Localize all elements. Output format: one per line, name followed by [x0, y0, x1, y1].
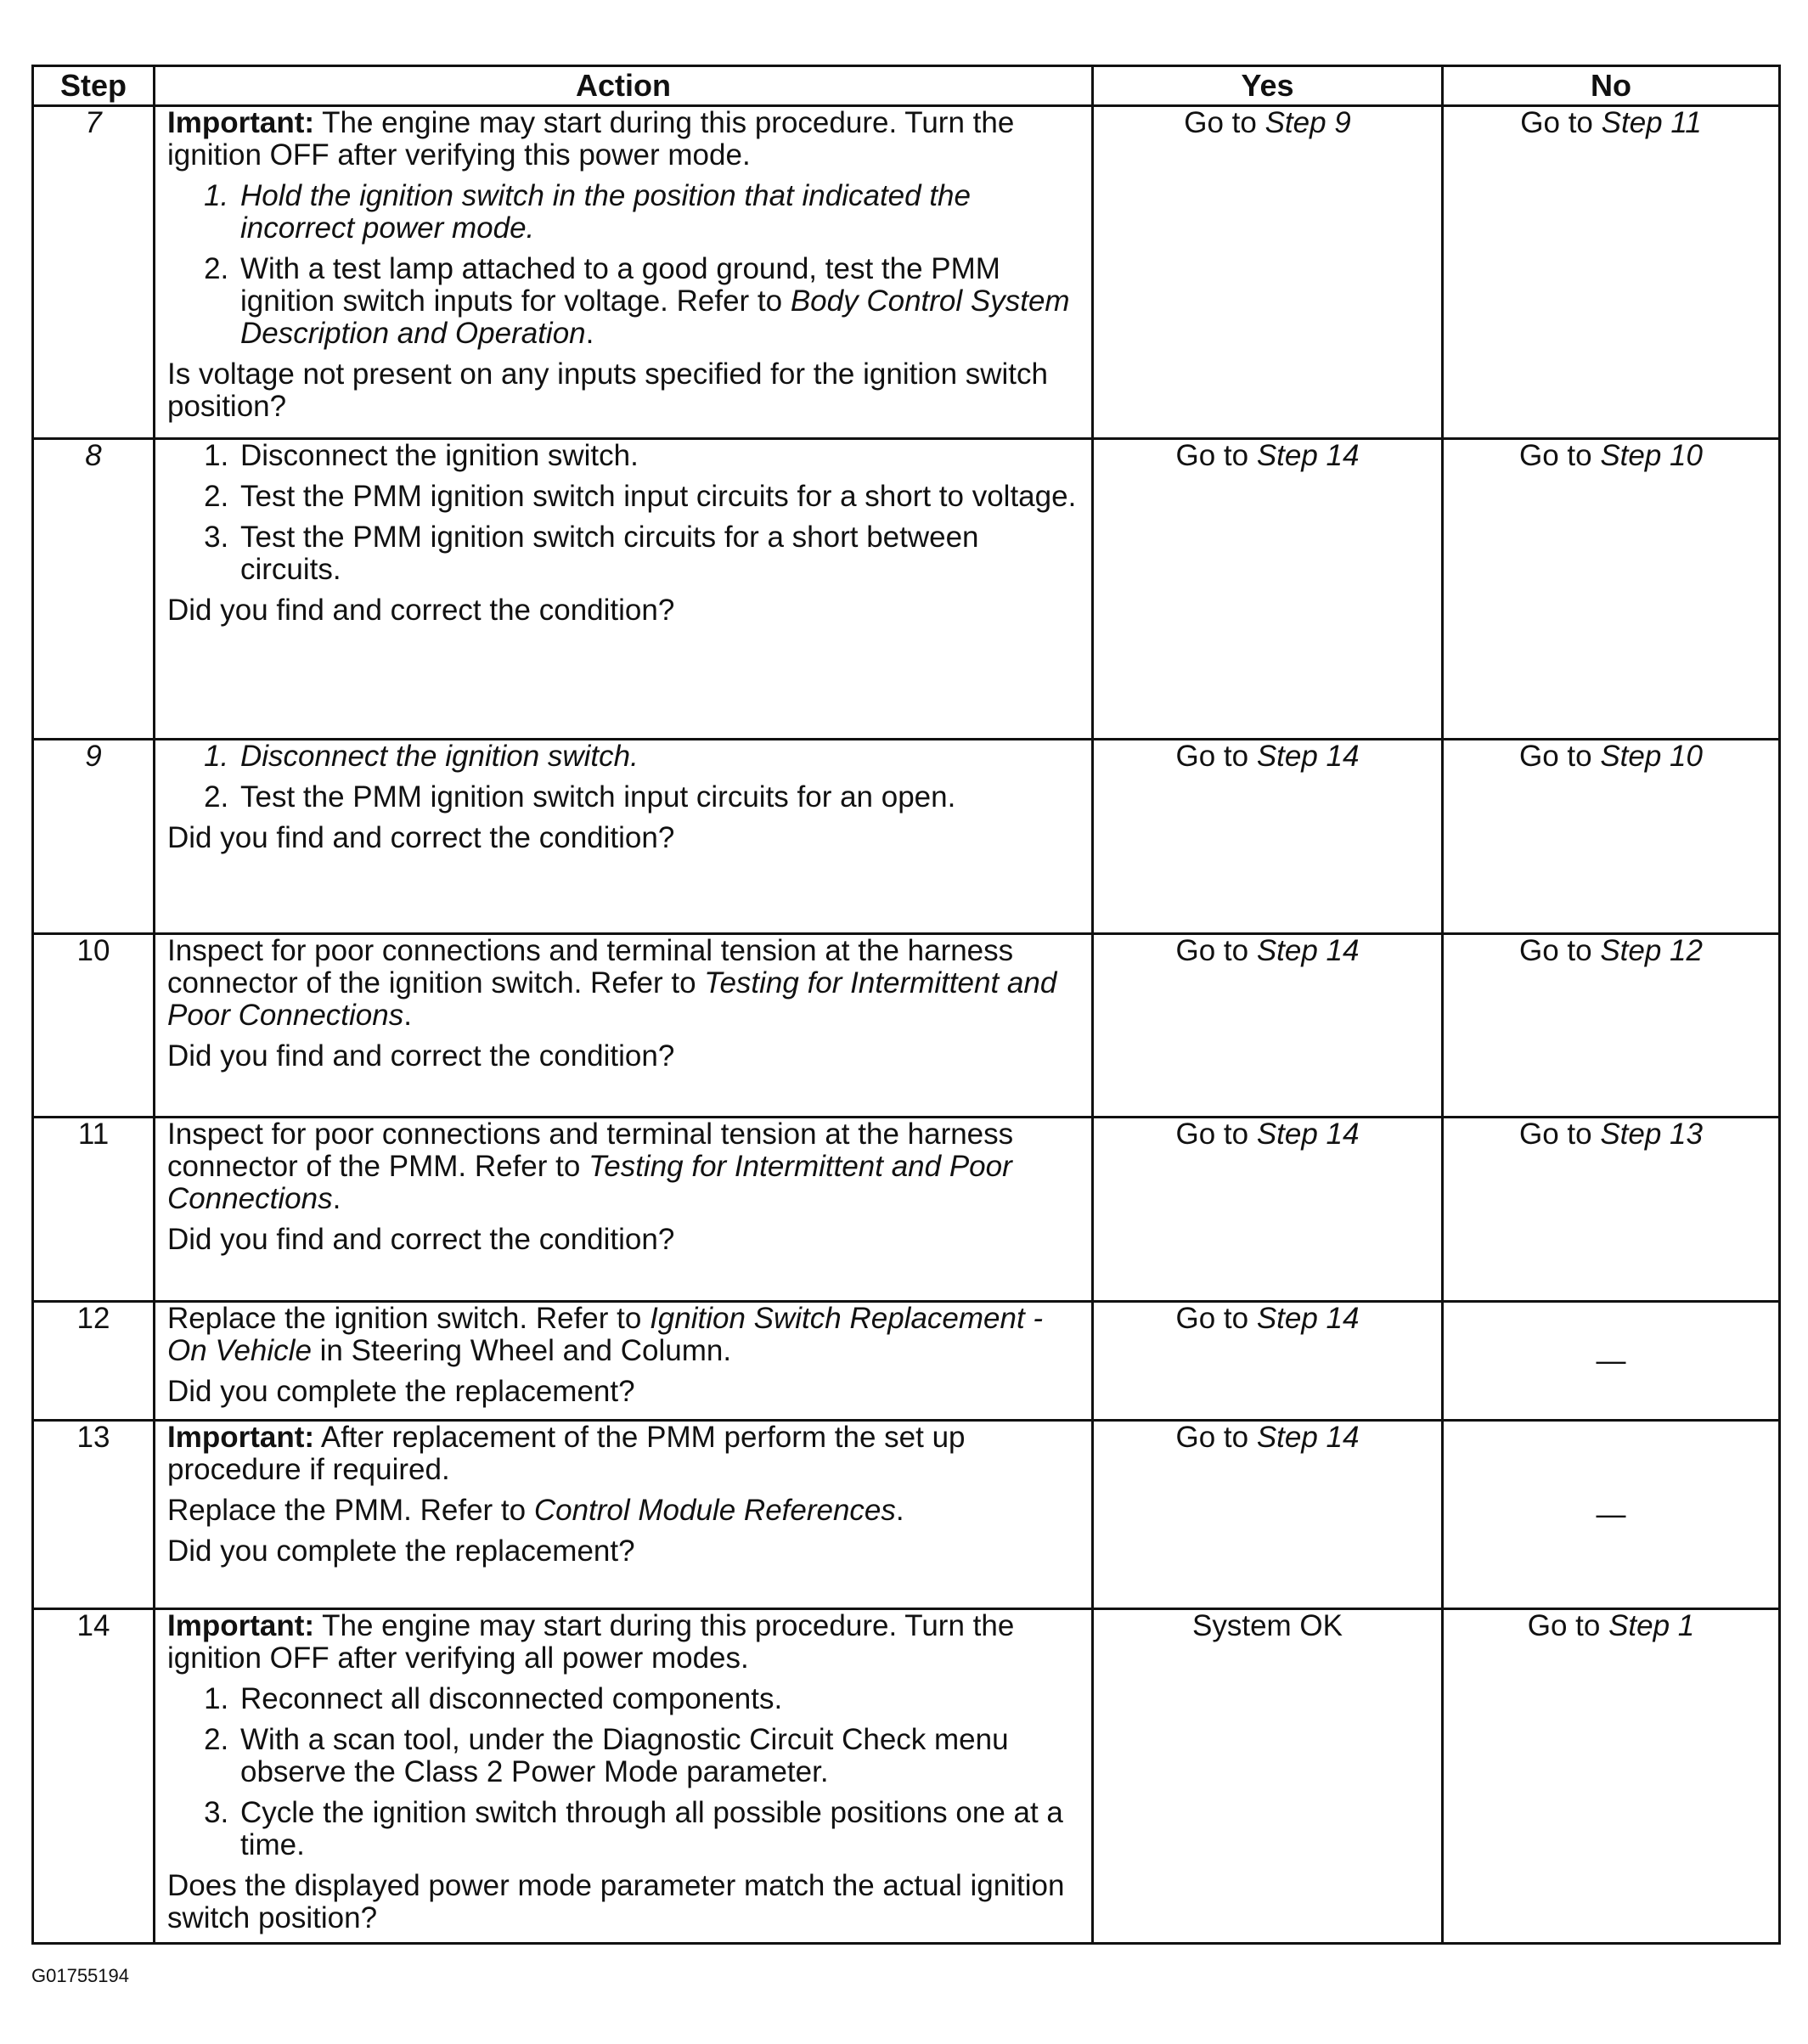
no-cell: — [1443, 1421, 1780, 1609]
list-item: 2. With a scan tool, under the Diagnostic Circuit Check menu observe the Class 2 Power Mode parameter. [237, 1724, 1079, 1788]
list-item [237, 253, 1079, 350]
instruction-text [167, 1118, 1079, 1215]
action-cell [155, 106, 1093, 439]
instruction-part: Replace the PMM. Refer to [167, 1494, 534, 1527]
no-cell [1443, 106, 1780, 439]
list-item: 3. Test the PMM ignition switch circuits for a short between circuits. [237, 521, 1079, 586]
list-item: 2. Test the PMM ignition switch input circuits for a short to voltage. [237, 481, 1079, 513]
table-row [33, 439, 1780, 740]
question: Did you find and correct the condition? [167, 594, 675, 627]
list-item: 2. Test the PMM ignition switch input circuits for an open. [237, 781, 1079, 814]
step-number: 10 [33, 934, 155, 1118]
list-item: 1. Reconnect all disconnected components. [237, 1683, 1079, 1715]
action-cell [155, 1118, 1093, 1302]
goto-prefix: Go to [1175, 439, 1257, 472]
action-cell [155, 439, 1093, 740]
important-text: After replacement of the PMM perform the set up procedure if required. [167, 1421, 966, 1486]
important-label: Important: [167, 1609, 315, 1642]
step-number: 14 [33, 1609, 155, 1944]
yes-cell [1093, 740, 1443, 934]
diagnostic-table [31, 65, 1781, 1945]
table-row [33, 1302, 1780, 1421]
goto-step-link: Step 13 [1600, 1118, 1703, 1151]
goto-step-link: Step 12 [1600, 934, 1703, 967]
no-cell: — [1443, 1302, 1780, 1421]
list-item: 1. Disconnect the ignition switch. [237, 440, 1079, 472]
reference-link: Ignition Switch Replacement - On Vehicle [167, 1302, 1044, 1367]
question: Did you complete the replacement? [167, 1375, 635, 1408]
goto-prefix: Go to [1184, 106, 1265, 139]
goto-prefix: Go to [1175, 1421, 1257, 1454]
question: Is voltage not present on any inputs specified for the ignition switch position? [167, 358, 1048, 423]
goto-prefix: Go to [1175, 1302, 1257, 1335]
action-cell [155, 740, 1093, 934]
goto-step-link: Step 14 [1256, 1118, 1360, 1151]
header-yes: Yes [1093, 66, 1443, 106]
no-cell [1443, 439, 1780, 740]
table-row [33, 1118, 1780, 1302]
instruction-part: Inspect for poor connections and terminal tension at the harness connector of the ignition switch. Refer to [167, 934, 1014, 999]
question: Does the displayed power mode parameter match the actual ignition switch position? [167, 1869, 1065, 1934]
instruction-text [167, 1495, 1079, 1527]
no-cell [1443, 934, 1780, 1118]
action-cell [155, 1421, 1093, 1609]
goto-step-link: Step 14 [1256, 439, 1360, 472]
goto-step-link: Step 10 [1600, 439, 1703, 472]
goto-prefix: Go to [1175, 740, 1257, 773]
instruction-text [167, 935, 1079, 1032]
no-cell [1443, 1609, 1780, 1944]
important-text: The engine may start during this procedure. Turn the ignition OFF after verifying this power mode. [167, 106, 1015, 172]
step-number: 11 [33, 1118, 155, 1302]
yes-cell [1093, 934, 1443, 1118]
goto-step-link: Step 14 [1256, 1421, 1360, 1454]
goto-step-link: Step 14 [1256, 934, 1360, 967]
goto-step-link: Step 14 [1256, 740, 1360, 773]
yes-cell [1093, 1302, 1443, 1421]
no-cell [1443, 1118, 1780, 1302]
important-label: Important: [167, 106, 315, 139]
yes-cell [1093, 1421, 1443, 1609]
yes-cell [1093, 439, 1443, 740]
goto-prefix: Go to [1520, 106, 1602, 139]
table-row [33, 934, 1780, 1118]
instruction-end: . [403, 999, 412, 1032]
action-cell [155, 1609, 1093, 1944]
table-row [33, 740, 1780, 934]
goto-step-link: Step 9 [1264, 106, 1351, 139]
procedure-list [167, 180, 1079, 350]
goto-step-link: Step 14 [1256, 1302, 1360, 1335]
goto-prefix: Go to [1175, 934, 1257, 967]
step-number: 9 [33, 740, 155, 934]
figure-code: G01755194 [31, 1965, 129, 1986]
table-row [33, 1609, 1780, 1944]
step-number: 13 [33, 1421, 155, 1609]
instruction-end: in Steering Wheel and Column. [311, 1334, 732, 1367]
goto-step-link: Step 11 [1601, 106, 1702, 139]
reference-link: Body Control System Description and Operation [240, 284, 1070, 350]
important-note [167, 1422, 1079, 1486]
question: Did you complete the replacement? [167, 1534, 635, 1568]
yes-cell: System OK [1093, 1609, 1443, 1944]
reference-link: Control Module References [533, 1494, 896, 1527]
action-cell [155, 1302, 1093, 1421]
table-header-row [33, 66, 1780, 106]
procedure-list [167, 1683, 1079, 1861]
item-text-end: . [585, 317, 594, 350]
goto-prefix: Go to [1519, 1118, 1601, 1151]
instruction-part: Replace the ignition switch. Refer to [167, 1302, 651, 1335]
question: Did you find and correct the condition? [167, 821, 675, 854]
header-step: Step [33, 66, 155, 106]
goto-prefix: Go to [1519, 439, 1601, 472]
no-cell [1443, 740, 1780, 934]
important-text: The engine may start during this procedure. Turn the ignition OFF after verifying all power modes. [167, 1609, 1015, 1675]
step-number: 7 [33, 106, 155, 439]
question: Did you find and correct the condition? [167, 1039, 675, 1073]
procedure-list [167, 440, 1079, 586]
step-number: 12 [33, 1302, 155, 1421]
header-no: No [1443, 66, 1780, 106]
goto-step-link: Step 10 [1600, 740, 1703, 773]
table-row [33, 106, 1780, 439]
instruction-end: . [332, 1182, 341, 1215]
procedure-list [167, 740, 1079, 814]
table-row [33, 1421, 1780, 1609]
reference-link: Testing for Intermittent and Poor Connections [167, 1150, 1012, 1215]
yes-cell [1093, 106, 1443, 439]
header-action: Action [155, 66, 1093, 106]
goto-prefix: Go to [1519, 934, 1601, 967]
reference-link: Testing for Intermittent and Poor Connections [167, 966, 1057, 1032]
important-note [167, 107, 1079, 172]
goto-step-link: Step 1 [1608, 1609, 1695, 1642]
goto-prefix: Go to [1175, 1118, 1257, 1151]
list-item: 3. Cycle the ignition switch through all possible positions one at a time. [237, 1797, 1079, 1861]
list-item: 1. Hold the ignition switch in the position that indicated the incorrect power mode. [237, 180, 1079, 245]
important-label: Important: [167, 1421, 315, 1454]
item-text: With a test lamp attached to a good ground, test the PMM ignition switch inputs for voltage. Refer to [240, 252, 1000, 318]
action-cell [155, 934, 1093, 1118]
instruction-part: Inspect for poor connections and terminal tension at the harness connector of the PMM. Refer to [167, 1118, 1014, 1183]
instruction-text [167, 1303, 1079, 1367]
goto-prefix: Go to [1527, 1609, 1609, 1642]
important-note [167, 1610, 1079, 1675]
yes-cell [1093, 1118, 1443, 1302]
step-number: 8 [33, 439, 155, 740]
question: Did you find and correct the condition? [167, 1223, 675, 1256]
goto-prefix: Go to [1519, 740, 1601, 773]
list-item: 1. Disconnect the ignition switch. [237, 740, 1079, 773]
instruction-end: . [895, 1494, 904, 1527]
